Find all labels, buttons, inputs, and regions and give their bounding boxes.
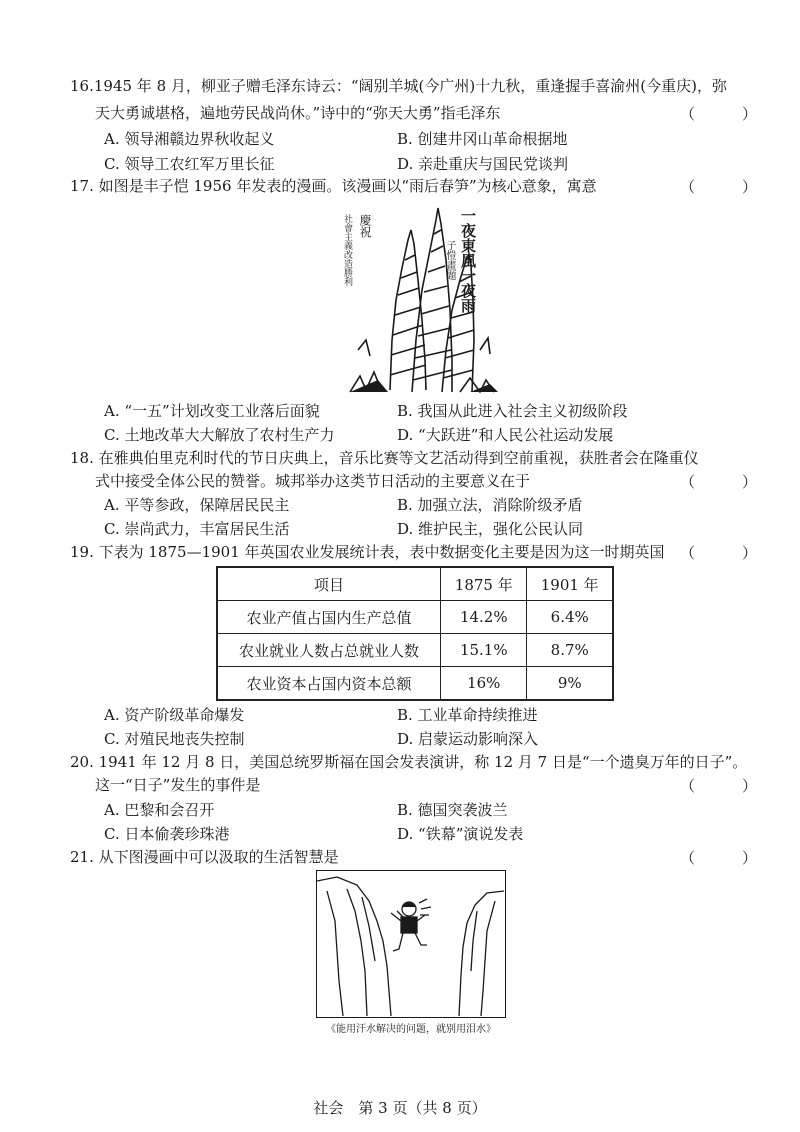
question-20-line-1: 20. 1941 年 12 月 8 日，美国总统罗斯福在国会发表演讲，称 12 月 7 日是“一个遗臭万年的日子”。 <box>70 753 748 771</box>
table-cell: 8.7% <box>527 634 613 667</box>
cartoon-title-celebrate: 慶祝 <box>358 214 372 238</box>
option-20-c[interactable]: C. 日本偷袭珍珠港 <box>104 825 230 843</box>
option-17-d[interactable]: D. “大跃进”和人民公社运动发展 <box>397 426 614 444</box>
climber-illustration <box>317 871 504 1016</box>
table-cell: 16% <box>441 667 527 701</box>
statistics-table <box>216 566 614 701</box>
table-cell: 9% <box>527 667 613 701</box>
answer-paren-18[interactable]: （ ） <box>680 473 774 491</box>
option-18-a[interactable]: A. 平等参政，保障居民民主 <box>104 496 290 514</box>
option-17-a[interactable]: A. “一五”计划改变工业落后面貌 <box>104 402 320 420</box>
climbing-cartoon <box>316 870 506 1018</box>
table-cell: 15.1% <box>441 634 527 667</box>
question-18-line-1: 18. 在雅典伯里克利时代的节日庆典上，音乐比赛等文艺活动得到空前重视，获胜者会在隆重仪 <box>70 449 699 467</box>
question-16-line-1: 16.1945 年 8 月，柳亚子赠毛泽东诗云：“阔别羊城(今广州)十九秋，重逢握手喜渝州(今重庆)，弥 <box>70 77 727 95</box>
option-16-c[interactable]: C. 领导工农红军万里长征 <box>104 155 275 173</box>
cartoon-caption: 《能用汗水解决的问题，就别用泪水》 <box>326 1024 496 1035</box>
option-20-a[interactable]: A. 巴黎和会召开 <box>104 801 215 819</box>
option-16-d[interactable]: D. 亲赴重庆与国民党谈判 <box>397 155 569 173</box>
answer-paren-17[interactable]: （ ） <box>680 178 774 196</box>
table-cell: 农业就业人数占总就业人数 <box>217 634 441 667</box>
option-20-d[interactable]: D. “铁幕”演说发表 <box>397 825 524 843</box>
answer-paren-19[interactable]: （ ） <box>680 544 774 562</box>
option-18-d[interactable]: D. 维护民主，强化公民认同 <box>397 520 584 538</box>
option-16-a[interactable]: A. 领导湘赣边界秋收起义 <box>104 130 275 148</box>
cartoon-subtitle: 社會主義改造勝利 <box>342 214 352 286</box>
option-19-a[interactable]: A. 资产阶级革命爆发 <box>104 706 245 724</box>
question-16-line-2: 天大勇诚堪格，遍地劳民战尚休。”诗中的“弥天大勇”指毛泽东 <box>95 104 501 122</box>
table-cell: 14.2% <box>441 601 527 634</box>
answer-paren-20[interactable]: （ ） <box>680 777 774 795</box>
table-header: 1875 年 <box>441 567 527 601</box>
option-18-b[interactable]: B. 加强立法，消除阶级矛盾 <box>397 496 583 514</box>
question-19-line-1: 19. 下表为 1875—1901 年英国农业发展统计表，表中数据变化主要是因为这一时期英国 <box>70 543 665 561</box>
option-17-b[interactable]: B. 我国从此进入社会主义初级阶段 <box>397 402 628 420</box>
question-18-line-2: 式中接受全体公民的赞誉。城邦举办这类节日活动的主要意义在于 <box>95 472 531 490</box>
table-row <box>217 667 613 701</box>
answer-paren-16[interactable]: （ ） <box>680 105 774 123</box>
cartoon-poem: 一夜東風一夜雨 <box>459 208 477 313</box>
table-row <box>217 601 613 634</box>
table-header-row <box>217 567 613 601</box>
option-17-c[interactable]: C. 土地改革大大解放了农村生产力 <box>104 426 335 444</box>
answer-paren-21[interactable]: （ ） <box>680 849 774 867</box>
question-17-line-1: 17. 如图是丰子恺 1956 年发表的漫画。该漫画以“雨后春笋”为核心意象，寓意 <box>70 177 597 195</box>
question-20-line-2: 这一“日子”发生的事件是 <box>95 776 261 794</box>
table-cell: 6.4% <box>527 601 613 634</box>
option-18-c[interactable]: C. 崇尚武力，丰富居民生活 <box>104 520 290 538</box>
option-16-b[interactable]: B. 创建井冈山革命根据地 <box>397 130 568 148</box>
table-cell: 农业产值占国内生产总值 <box>217 601 441 634</box>
table-cell: 农业资本占国内资本总额 <box>217 667 441 701</box>
question-21-line-1: 21. 从下图漫画中可以汲取的生活智慧是 <box>70 848 339 866</box>
cartoon-signature: 子愷畫題 <box>444 240 455 280</box>
option-19-c[interactable]: C. 对殖民地丧失控制 <box>104 730 245 748</box>
option-19-d[interactable]: D. 启蒙运动影响深入 <box>397 730 539 748</box>
table-header: 项目 <box>217 567 441 601</box>
table-row <box>217 634 613 667</box>
option-20-b[interactable]: B. 德国突袭波兰 <box>397 801 508 819</box>
page-footer: 社会 第 3 页（共 8 页） <box>313 1099 487 1117</box>
table-header: 1901 年 <box>527 567 613 601</box>
option-19-b[interactable]: B. 工业革命持续推进 <box>397 706 538 724</box>
